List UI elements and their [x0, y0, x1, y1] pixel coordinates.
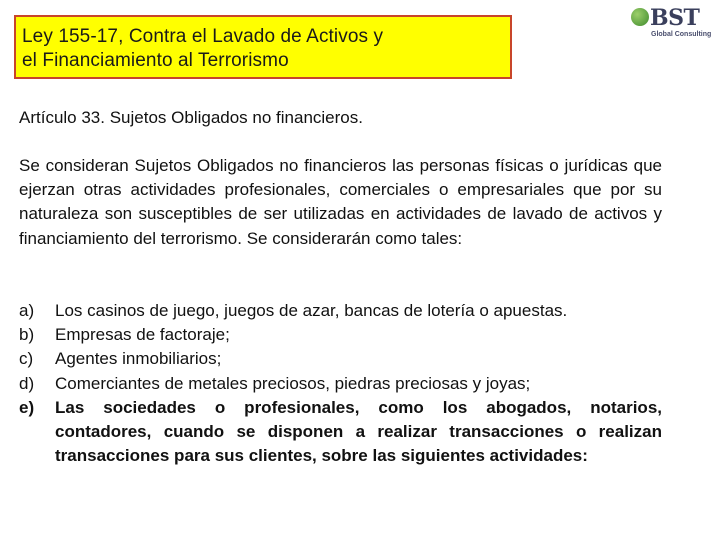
list-item-a	[19, 299, 662, 323]
list-item-marker: d)	[19, 373, 35, 393]
list-item-text: Los casinos de juego, juegos de azar, bancas de lotería o apuestas.	[55, 301, 568, 320]
logo-text: BST	[650, 5, 700, 31]
list-item-text: Empresas de factoraje;	[55, 325, 230, 345]
list-item-text: Comerciantes de metales preciosos, piedras preciosas y joyas;	[55, 373, 531, 393]
slide-title-line-2: el Financiamiento al Terrorismo	[22, 50, 289, 71]
list-item-b	[19, 323, 662, 347]
obligated-entities-list	[19, 299, 662, 468]
logo-mark	[631, 6, 715, 30]
list-item-c	[19, 347, 662, 371]
list-item-marker: a)	[19, 301, 35, 320]
globe-icon	[631, 8, 649, 26]
list-item-text: Las sociedades o profesionales, como los abogados, notarios, contadores, cuando se disponen a realizar transacciones o realizan transacciones para sus clientes, sobre las siguientes actividades:	[55, 397, 662, 466]
slide-title-line-1: Ley 155-17, Contra el Lavado de Activos y	[22, 26, 384, 47]
article-heading: Artículo 33. Sujetos Obligados no financieros.	[19, 108, 363, 127]
list-item-e	[19, 396, 662, 469]
list-item-marker: b)	[19, 325, 35, 345]
list-item-marker: c)	[19, 349, 34, 369]
slide-title-box	[14, 15, 512, 79]
intro-paragraph: Se consideran Sujetos Obligados no financieros las personas físicas o jurídicas que ejerzan otras actividades profesionales, comerciales o empresariales que por su naturaleza son susceptibles de ser utilizadas en actividades de lavado de activos y financiamiento del terrorismo. Se considerarán como tales:	[19, 156, 662, 248]
list-item-d	[19, 372, 662, 396]
list-item-marker: e)	[19, 397, 35, 417]
company-logo	[631, 4, 715, 42]
list-item-text: Agentes inmobiliarios;	[55, 349, 222, 369]
logo-subtitle: Global Consulting	[651, 31, 712, 38]
